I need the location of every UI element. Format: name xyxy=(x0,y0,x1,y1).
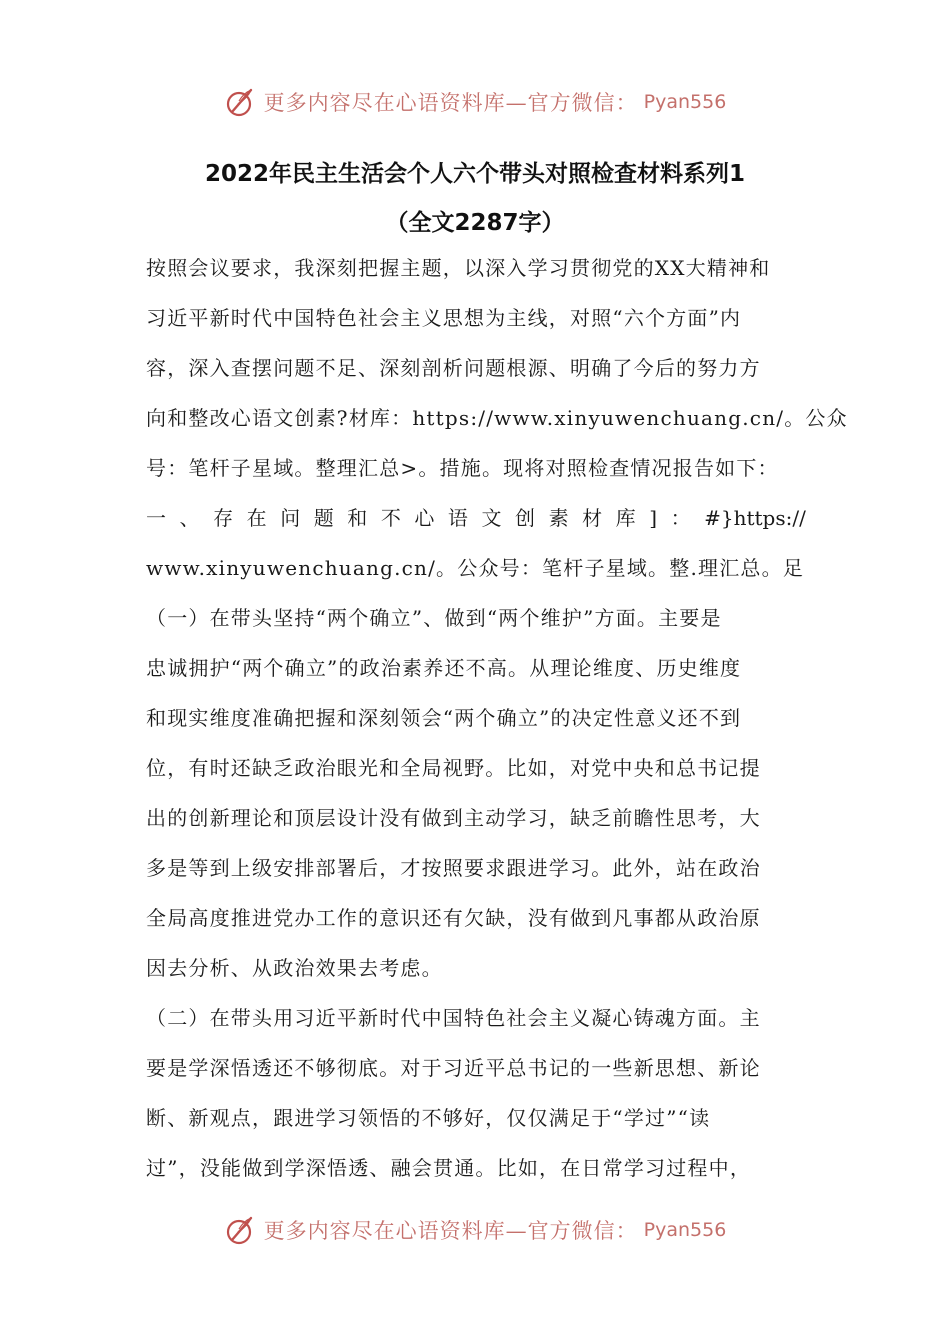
watermark-text: 更多内容尽在心语资料库—官方微信： xyxy=(263,91,638,115)
document-subtitle: （全文2287字） xyxy=(385,210,565,236)
body-line: 要是学深悟透还不够彻底。对于习近平总书记的一些新思想、新论 xyxy=(146,1056,761,1080)
heading-token: 问 xyxy=(280,506,301,530)
heading-token: 不 xyxy=(380,506,401,530)
section-heading-line xyxy=(146,498,806,538)
body-line: 多是等到上级安排部署后，才按照要求跟进学习。此外，站在政治 xyxy=(146,856,761,880)
body-line: 向和整改心语文创素?材库：https://www.xinyuwenchuang.cn/。公众 xyxy=(146,406,848,430)
heading-token: 题 xyxy=(313,506,334,530)
body-line: 因去分析、从政治效果去考虑。 xyxy=(146,956,443,980)
heading-token: 和 xyxy=(347,506,368,530)
heading-token: ] xyxy=(649,506,658,530)
body-line: 位，有时还缺乏政治眼光和全局视野。比如，对党中央和总书记提 xyxy=(146,756,761,780)
body-line: www.xinyuwenchuang.cn/。公众号：笔杆子星域。整.理汇总。足 xyxy=(146,556,805,580)
body-line: （一）在带头坚持“两个确立”、做到“两个维护”方面。主要是 xyxy=(146,606,722,630)
body-line: 容，深入查摆问题不足、深刻剖析问题根源、明确了今后的努力方 xyxy=(146,356,761,380)
body-line: 断、新观点，跟进学习领悟的不够好，仅仅满足于“学过”“读 xyxy=(146,1106,711,1130)
watermark-wechat-id: Pyan556 xyxy=(643,1219,727,1241)
heading-token: 在 xyxy=(246,506,267,530)
heading-token: 库 xyxy=(615,506,636,530)
body-line: （二）在带头用习近平新时代中国特色社会主义凝心铸魂方面。主 xyxy=(146,1006,761,1030)
body-line: 全局高度推进党办工作的意识还有欠缺，没有做到凡事都从政治原 xyxy=(146,906,761,930)
heading-token: 创 xyxy=(515,506,536,530)
document-title: 2022年民主生活会个人六个带头对照检查材料系列1 xyxy=(204,161,746,187)
body-line: 过”，没能做到学深悟透、融会贯通。比如，在日常学习过程中， xyxy=(146,1156,752,1180)
heading-token: 文 xyxy=(481,506,502,530)
quill-logo-icon xyxy=(224,85,258,119)
body-line: 号：笔杆子星域。整理汇总>。措施。现将对照检查情况报告如下： xyxy=(146,456,779,480)
watermark-text: 更多内容尽在心语资料库—官方微信： xyxy=(263,1219,638,1243)
body-line: 按照会议要求，我深刻把握主题，以深入学习贯彻党的XX大精神和 xyxy=(146,256,771,280)
heading-token: 素 xyxy=(548,506,569,530)
heading-token: 一 xyxy=(146,506,166,530)
body-line: 忠诚拥护“两个确立”的政治素养还不高。从理论维度、历史维度 xyxy=(146,656,742,680)
heading-token: 存 xyxy=(213,506,234,530)
heading-token: 、 xyxy=(179,506,200,530)
quill-logo-icon xyxy=(224,1213,258,1247)
body-line: 和现实维度准确把握和深刻领会“两个确立”的决定性意义还不到 xyxy=(146,706,742,730)
body-line: 习近平新时代中国特色社会主义思想为主线，对照“六个方面”内 xyxy=(146,306,742,330)
body-line: 出的创新理论和顶层设计没有做到主动学习，缺乏前瞻性思考，大 xyxy=(146,806,761,830)
heading-token: #}https:// xyxy=(704,506,806,530)
heading-token: 心 xyxy=(414,506,435,530)
heading-token: ： xyxy=(670,506,691,530)
watermark-wechat-id: Pyan556 xyxy=(643,91,727,113)
watermark-banner-top xyxy=(0,80,950,124)
watermark-banner-bottom xyxy=(0,1208,950,1252)
heading-token: 语 xyxy=(447,506,468,530)
heading-token: 材 xyxy=(582,506,603,530)
